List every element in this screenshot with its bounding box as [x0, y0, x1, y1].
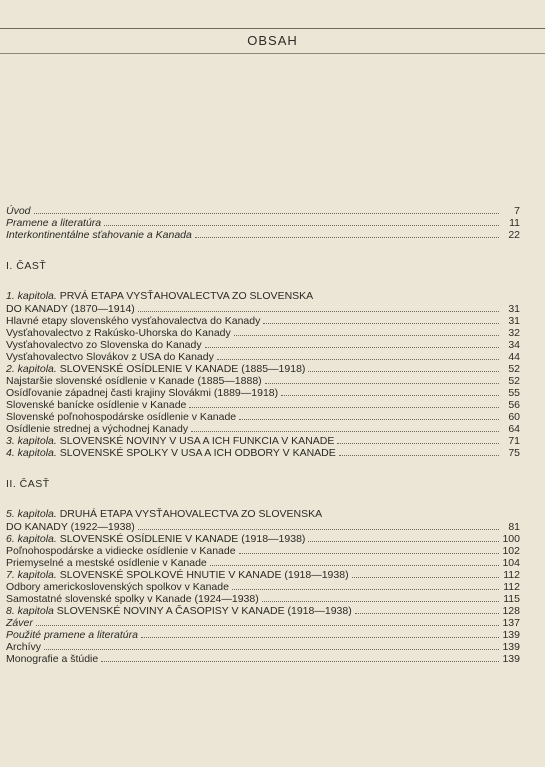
toc-entry-text: Pramene a literatúra: [6, 217, 102, 229]
toc-entry-text: Archívy: [6, 641, 42, 653]
toc-entry-page: 71: [508, 435, 520, 447]
dot-leader: [337, 434, 499, 444]
toc-entry: [6, 228, 520, 240]
toc-entry-page: 139: [502, 653, 520, 665]
toc-entry-page: 31: [508, 315, 520, 327]
toc-entry: [6, 216, 520, 228]
toc-entry-text: SLOVENSKÉ OSÍDLENIE V KANADE (1885—1918): [56, 363, 306, 375]
toc-entry: [6, 640, 520, 652]
dot-leader: [217, 350, 499, 360]
chapter-1-title-line-2: [6, 302, 520, 314]
chapter-1-title-line-1: [6, 290, 520, 302]
toc-entry-page: 104: [502, 557, 520, 569]
dot-leader: [34, 204, 499, 214]
toc-entry: [6, 374, 520, 386]
toc-entry-page: 100: [502, 533, 520, 545]
toc-entry: [6, 362, 520, 374]
toc-entry: [6, 580, 520, 592]
toc-entry-text: Odbory americkoslovenských spolkov v Kanade: [6, 581, 229, 593]
dot-leader: [339, 446, 499, 456]
chapter-5-title-line-1: [6, 508, 520, 520]
table-of-contents: [6, 200, 520, 664]
toc-entry: [6, 338, 520, 350]
page-title: OBSAH: [247, 33, 298, 48]
toc-entry: [6, 326, 520, 338]
dot-leader: [234, 326, 499, 336]
toc-entry: [6, 350, 520, 362]
dot-leader: [352, 568, 499, 578]
toc-entry: [6, 410, 520, 422]
toc-entry-page: 52: [508, 363, 520, 375]
dot-leader: [232, 580, 499, 590]
dot-leader: [36, 616, 499, 626]
dot-leader: [263, 314, 499, 324]
toc-entry-page: 32: [508, 327, 520, 339]
toc-entry-page: 115: [503, 593, 520, 605]
dot-leader: [138, 520, 499, 530]
toc-entry: [6, 386, 520, 398]
toc-entry: [6, 532, 520, 544]
chapter-5-title-line-2: [6, 520, 520, 532]
chapter-1-title-text: PRVÁ ETAPA VYSŤAHOVALECTVA ZO SLOVENSKA: [56, 290, 314, 302]
dot-leader: [189, 398, 499, 408]
toc-entry-text: Osídlenie strednej a východnej Kanady: [6, 423, 189, 435]
dot-leader: [308, 362, 499, 372]
chapter-1-page: 31: [508, 303, 520, 315]
title-rule: [0, 53, 545, 54]
toc-entry-label: [6, 229, 192, 241]
dot-leader: [265, 374, 499, 384]
toc-entry-text: Záver: [6, 617, 33, 629]
toc-entry-label: [6, 653, 98, 665]
dot-leader: [355, 604, 499, 614]
toc-entry-page: 139: [502, 629, 520, 641]
toc-entry: [6, 422, 520, 434]
toc-entry-label: [6, 447, 336, 459]
dot-leader: [141, 628, 499, 638]
toc-entry: [6, 616, 520, 628]
dot-leader: [239, 410, 499, 420]
toc-entry-text: SLOVENSKÉ SPOLKOVÉ HNUTIE V KANADE (1918—1938): [56, 569, 349, 581]
toc-entry-page: 139: [502, 641, 520, 653]
toc-entry-text: SLOVENSKÉ OSÍDLENIE V KANADE (1918—1938): [56, 533, 306, 545]
chapter-1-title-cont: DO KANADY (1870—1914): [6, 303, 135, 315]
toc-entry: [6, 592, 520, 604]
dot-leader: [191, 422, 499, 432]
toc-entry-text: Úvod: [6, 205, 31, 217]
toc-entry-text: Monografie a štúdie: [6, 653, 99, 665]
chapter-5-title-text: DRUHÁ ETAPA VYSŤAHOVALECTVA ZO SLOVENSKA: [56, 508, 323, 520]
toc-entry: [6, 314, 520, 326]
dot-leader: [281, 386, 499, 396]
chapter-5-prefix: 5. kapitola.: [6, 508, 57, 520]
dot-leader: [101, 652, 499, 662]
toc-entry-page: 112: [503, 569, 520, 581]
toc-entry-page: 128: [502, 605, 520, 617]
toc-entry: [6, 652, 520, 664]
toc-entry-text: Priemyselné a mestské osídlenie v Kanade: [6, 557, 207, 569]
dot-leader: [239, 544, 499, 554]
toc-entry-text: Použité pramene a literatúra: [6, 629, 138, 641]
part-2-title: II. ČASŤ: [6, 478, 50, 490]
dot-leader: [138, 302, 499, 312]
chapter-prefix: 2. kapitola.: [6, 363, 57, 375]
toc-entry-page: 55: [508, 387, 520, 399]
toc-entry-text: Najstaršie slovenské osídlenie v Kanade (1885—1888): [6, 375, 262, 387]
toc-entry-text: SLOVENSKÉ NOVINY V USA A ICH FUNKCIA V KANADE: [56, 435, 335, 447]
dot-leader: [44, 640, 499, 650]
part-1-entries: [6, 314, 520, 458]
chapter-5-page: 81: [508, 521, 520, 533]
toc-entry: [6, 434, 520, 446]
toc-entry-page: 34: [508, 339, 520, 351]
toc-entry: [6, 628, 520, 640]
toc-entry-page: 22: [508, 229, 520, 241]
toc-entry-page: 102: [502, 545, 520, 557]
toc-entry-page: 112: [503, 581, 520, 593]
chapter-prefix: 3. kapitola.: [6, 435, 57, 447]
dot-leader: [195, 228, 499, 238]
toc-entry-text: Slovenské poľnohospodárske osídlenie v Kanade: [6, 411, 237, 423]
toc-entry: [6, 544, 520, 556]
toc-entry-page: 64: [508, 423, 520, 435]
toc-entry-text: Slovenské banícke osídlenie v Kanade: [6, 399, 187, 411]
top-rule: [0, 28, 545, 29]
toc-entry-text: Vysťahovalectvo z Rakúsko-Uhorska do Kanady: [6, 327, 231, 339]
toc-entry-text: Vysťahovalectvo zo Slovenska do Kanady: [6, 339, 202, 351]
intro-section: [6, 204, 520, 240]
dot-leader: [308, 532, 499, 542]
toc-entry-page: 60: [508, 411, 520, 423]
toc-entry: [6, 204, 520, 216]
dot-leader: [104, 216, 499, 226]
toc-entry-text: Vysťahovalectvo Slovákov z USA do Kanady: [6, 351, 214, 363]
part-2-entries: [6, 532, 520, 664]
dot-leader: [262, 592, 499, 602]
toc-entry-text: SLOVENSKÉ SPOLKY V USA A ICH ODBORY V KANADE: [56, 447, 336, 459]
chapter-prefix: 8. kapitola: [6, 605, 54, 617]
part-1-title: I. ČASŤ: [6, 260, 47, 272]
toc-entry: [6, 568, 520, 580]
chapter-prefix: 7. kapitola.: [6, 569, 57, 581]
toc-entry: [6, 398, 520, 410]
toc-entry-page: 7: [514, 205, 520, 217]
toc-entry-text: Poľnohospodárske a vidiecke osídlenie v Kanade: [6, 545, 236, 557]
dot-leader: [210, 556, 499, 566]
toc-entry-page: 11: [509, 217, 520, 229]
toc-entry-text: Interkontinentálne sťahovanie a Kanada: [6, 229, 192, 241]
toc-entry: [6, 446, 520, 458]
toc-entry: [6, 604, 520, 616]
toc-entry-text: SLOVENSKÉ NOVINY A ČASOPISY V KANADE (1918—1938): [53, 605, 352, 617]
toc-entry-page: 75: [508, 447, 520, 459]
chapter-prefix: 4. kapitola.: [6, 447, 57, 459]
toc-entry-text: Osídľovanie západnej časti krajiny Slovákmi (1889—1918): [6, 387, 279, 399]
toc-entry-page: 44: [508, 351, 520, 363]
toc-entry-text: Samostatné slovenské spolky v Kanade (1924—1938): [6, 593, 259, 605]
chapter-1-prefix: 1. kapitola.: [6, 290, 57, 302]
toc-entry-page: 56: [508, 399, 520, 411]
dot-leader: [205, 338, 499, 348]
toc-entry-page: 137: [502, 617, 520, 629]
chapter-prefix: 6. kapitola.: [6, 533, 57, 545]
toc-entry: [6, 556, 520, 568]
chapter-5-title-cont: DO KANADY (1922—1938): [6, 521, 135, 533]
toc-entry-page: 52: [508, 375, 520, 387]
toc-entry-text: Hlavné etapy slovenského vysťahovalectva do Kanady: [6, 315, 261, 327]
